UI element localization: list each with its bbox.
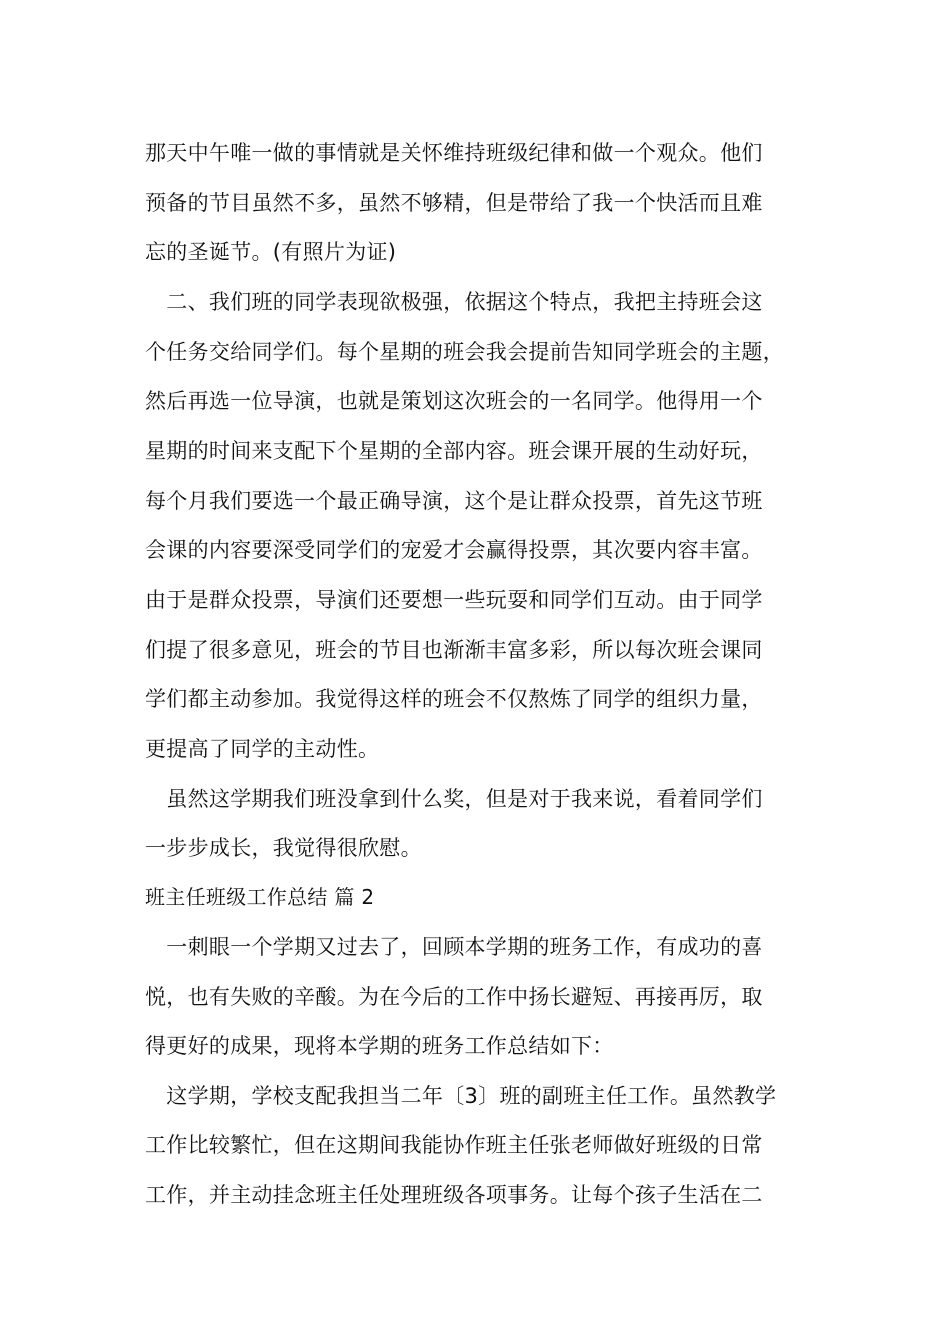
text-line: 这学期，学校支配我担当二年〔3〕班的副班主任工作。虽然教学 [145, 1084, 777, 1108]
text-line: 一步步成长，我觉得很欣慰。 [145, 836, 422, 860]
text-line: 虽然这学期我们班没拿到什么奖，但是对于我来说，看着同学们 [145, 787, 763, 811]
text-line: 更提高了同学的主动性。 [145, 737, 380, 761]
text-line: 星期的时间来支配下个星期的全部内容。班会课开展的生动好玩， [145, 439, 763, 463]
text-line: 由于是群众投票，导演们还要想一些玩耍和同学们互动。由于同学 [145, 588, 763, 612]
text-line: 得更好的成果，现将本学期的班务工作总结如下： [145, 1034, 614, 1058]
text-line: 忘的圣诞节。(有照片为证) [145, 240, 397, 264]
text-line: 们提了很多意见，班会的节目也渐渐丰富多彩，所以每次班会课同 [145, 638, 763, 662]
text-line: 那天中午唯一做的事情就是关怀维持班级纪律和做一个观众。他们 [145, 141, 763, 165]
text-line: 悦，也有失败的辛酸。为在今后的工作中扬长避短、再接再厉，取 [145, 985, 763, 1009]
text-line: 工作，并主动挂念班主任处理班级各项事务。让每个孩子生活在二 [145, 1183, 763, 1207]
text-line: 然后再选一位导演，也就是策划这次班会的一名同学。他得用一个 [145, 389, 763, 413]
text-line: 每个月我们要选一个最正确导演，这个是让群众投票，首先这节班 [145, 489, 763, 513]
text-line: 工作比较繁忙，但在这期间我能协作班主任张老师做好班级的日常 [145, 1133, 763, 1157]
text-line: 学们都主动参加。我觉得这样的班会不仅熬炼了同学的组织力量， [145, 687, 763, 711]
text-line: 预备的节目虽然不多，虽然不够精，但是带给了我一个快活而且难 [145, 191, 763, 215]
text-line: 二、我们班的同学表现欲极强，依据这个特点，我把主持班会这 [145, 290, 763, 314]
text-line: 会课的内容要深受同学们的宠爱才会赢得投票，其次要内容丰富。 [145, 538, 763, 562]
section-heading: 班主任班级工作总结 篇 2 [145, 885, 375, 909]
text-line: 一刺眼一个学期又过去了，回顾本学期的班务工作，有成功的喜 [145, 935, 763, 959]
text-line: 个任务交给同学们。每个星期的班会我会提前告知同学班会的主题， [145, 340, 784, 364]
